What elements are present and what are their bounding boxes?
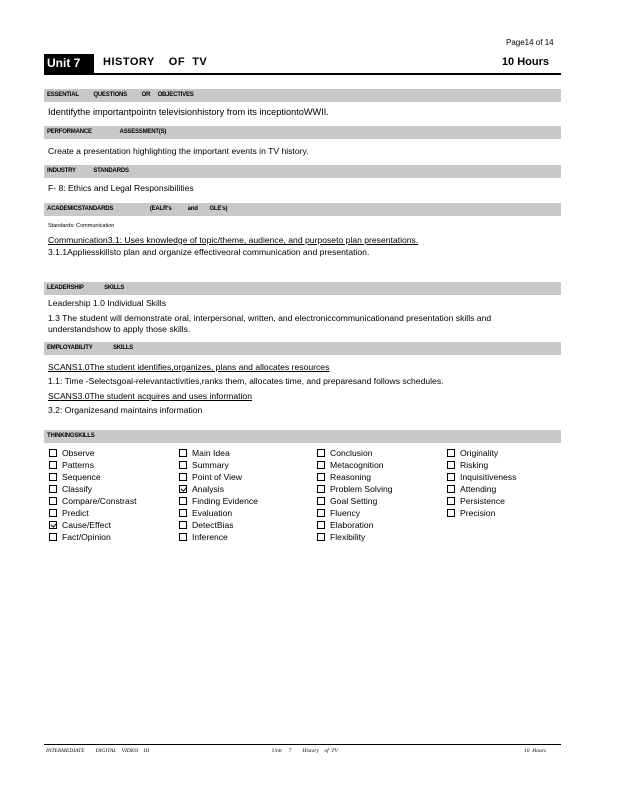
thinking-skill-item <box>49 447 137 459</box>
checkbox-icon[interactable] <box>447 461 455 469</box>
thinking-skill-label: Inference <box>192 532 228 542</box>
thinking-skill-item <box>447 507 516 519</box>
thinking-skill-label: Persistence <box>460 496 505 506</box>
thinking-skill-label: Elaboration <box>330 520 374 530</box>
checkbox-icon[interactable] <box>179 497 187 505</box>
thinking-skill-item <box>49 495 137 507</box>
thinking-skill-label: Fluency <box>330 508 361 518</box>
checkbox-icon[interactable] <box>447 473 455 481</box>
thinking-skill-label: DetectBias <box>192 520 234 530</box>
checkbox-icon[interactable] <box>179 473 187 481</box>
checkbox-icon[interactable] <box>179 533 187 541</box>
essential-questions-header: ESSENTIAL QUESTIONS OR OBJECTIVES <box>44 89 561 102</box>
checkbox-icon[interactable] <box>49 485 57 493</box>
thinking-skill-label: Cause/Effect <box>62 520 112 530</box>
thinking-skill-label: Summary <box>192 460 229 470</box>
thinking-skill-item <box>317 531 393 543</box>
thinking-skill-label: Evaluation <box>192 508 233 518</box>
thinking-skill-item <box>179 471 258 483</box>
checkbox-icon[interactable] <box>447 497 455 505</box>
checkbox-icon[interactable] <box>317 461 325 469</box>
checkbox-icon[interactable] <box>317 485 325 493</box>
thinking-skill-item <box>179 519 258 531</box>
thinking-skill-label: Metacognition <box>330 460 384 470</box>
thinking-skill-item <box>317 459 393 471</box>
checkbox-icon[interactable] <box>49 509 57 517</box>
thinking-skill-item <box>49 531 137 543</box>
thinking-skill-item <box>317 495 393 507</box>
checkbox-icon[interactable] <box>317 449 325 457</box>
thinking-skill-label: Observe <box>62 448 95 458</box>
industry-standards-header: INDUSTRY STANDARDS <box>44 165 561 178</box>
thinking-skill-label: Risking <box>460 460 489 470</box>
essential-questions-text: Identifythe importantpointn televisionhistory from its inceptiontoWWII. <box>48 107 329 117</box>
thinking-skill-label: Compare/Constrast <box>62 496 137 506</box>
thinking-skill-label: Point of View <box>192 472 243 482</box>
employability-scans1: SCANS1.0The student identifies,organizes, plans and allocates resources <box>48 362 330 372</box>
checkbox-icon[interactable] <box>49 449 57 457</box>
academic-standards-subheading: Standards: Communication <box>48 223 115 229</box>
thinking-skill-item <box>179 459 258 471</box>
unit-hours: 10 Hours <box>501 56 549 68</box>
thinking-skill-item <box>317 471 393 483</box>
thinking-skill-item <box>447 447 516 459</box>
performance-assessment-header: PERFORMANCE ASSESSMENT(S) <box>44 126 561 139</box>
thinking-skill-item <box>49 519 137 531</box>
thinking-skill-item <box>179 483 258 495</box>
thinking-skill-label: Problem Solving <box>330 484 393 494</box>
thinking-skill-label: Reasoning <box>330 472 372 482</box>
thinking-skill-item <box>49 483 137 495</box>
unit-label: Unit 7 <box>44 54 94 73</box>
thinking-skill-item <box>447 459 516 471</box>
thinking-skill-item <box>447 471 516 483</box>
checkbox-icon[interactable] <box>447 509 455 517</box>
thinking-skill-item <box>317 483 393 495</box>
thinking-skills-column-2 <box>179 447 258 543</box>
checkbox-icon[interactable] <box>317 509 325 517</box>
checkbox-icon[interactable] <box>317 497 325 505</box>
checkbox-icon[interactable] <box>49 497 57 505</box>
unit-title: HISTORY OF TV <box>103 56 208 68</box>
thinking-skills-column-1 <box>49 447 137 543</box>
thinking-skill-item <box>447 495 516 507</box>
thinking-skill-label: Conclusion <box>330 448 373 458</box>
checkbox-icon[interactable] <box>317 521 325 529</box>
thinking-skill-label: Originality <box>460 448 499 458</box>
checkbox-icon[interactable] <box>49 461 57 469</box>
thinking-skills-column-4 <box>447 447 516 519</box>
employability-skills-header: EMPLOYABILITY SKILLS <box>44 342 561 355</box>
thinking-skill-label: Sequence <box>62 472 101 482</box>
thinking-skill-label: Patterns <box>62 460 95 470</box>
thinking-skill-label: Inquisitiveness <box>460 472 517 482</box>
checkbox-icon[interactable] <box>447 485 455 493</box>
employability-scans3-detail: 3.2: Organizesand maintains information <box>48 405 203 415</box>
checkbox-icon[interactable] <box>179 461 187 469</box>
checkbox-icon[interactable] <box>179 509 187 517</box>
checkbox-checked-icon[interactable] <box>179 485 187 493</box>
thinking-skill-label: Attending <box>460 484 497 494</box>
checkbox-icon[interactable] <box>317 473 325 481</box>
unit-header <box>44 54 561 75</box>
performance-assessment-text: Create a presentation highlighting the important events in TV history. <box>48 146 309 156</box>
leadership-skills-header: LEADERSHIP SKILLS <box>44 282 561 295</box>
thinking-skill-item <box>49 459 137 471</box>
footer-hours: 10 Hours <box>524 748 547 754</box>
checkbox-icon[interactable] <box>447 449 455 457</box>
thinking-skill-item <box>317 519 393 531</box>
academic-standard-communication: Communication3.1: Uses knowledge of topic/theme, audience, and purposeto plan presentations. <box>48 235 419 245</box>
checkbox-icon[interactable] <box>179 521 187 529</box>
academic-standards-header: ACADEMICSTANDARDS (EALR's and GLE's) <box>44 203 561 216</box>
thinking-skills-header: THINKINGSKILLS <box>44 430 561 443</box>
thinking-skill-item <box>317 447 393 459</box>
footer-unit: Unit 7 History of TV <box>272 748 338 754</box>
thinking-skill-label: Main Idea <box>192 448 230 458</box>
thinking-skill-label: Goal Setting <box>330 496 378 506</box>
thinking-skill-item <box>49 471 137 483</box>
thinking-skill-item <box>179 447 258 459</box>
thinking-skill-label: Fact/Opinion <box>62 532 111 542</box>
thinking-skill-item <box>179 507 258 519</box>
checkbox-checked-icon[interactable] <box>49 521 57 529</box>
thinking-skill-label: Flexibility <box>330 532 366 542</box>
checkbox-icon[interactable] <box>317 533 325 541</box>
thinking-skills-column-3 <box>317 447 393 543</box>
thinking-skill-label: Analysis <box>192 484 224 494</box>
footer-course: INTERMEDIATE DIGITAL VIDEO III <box>46 748 150 754</box>
thinking-skill-item <box>447 483 516 495</box>
checkbox-icon[interactable] <box>179 449 187 457</box>
checkbox-icon[interactable] <box>49 533 57 541</box>
thinking-skill-label: Predict <box>62 508 89 518</box>
thinking-skill-item <box>317 507 393 519</box>
leadership-skill-title: Leadership 1.0 Individual Skills <box>48 298 166 308</box>
leadership-skill-detail: 1.3 The student will demonstrate oral, interpersonal, written, and electroniccommunicationand presentation skills and understandshow to apply those skills. <box>48 313 492 334</box>
employability-scans3: SCANS3.0The student acquires and uses information <box>48 391 252 401</box>
footer-divider <box>44 744 561 745</box>
checkbox-icon[interactable] <box>49 473 57 481</box>
industry-standards-text: F- 8: Ethics and Legal Responsibilities <box>48 183 194 193</box>
thinking-skill-label: Classify <box>62 484 93 494</box>
thinking-skill-label: Precision <box>460 508 496 518</box>
academic-standard-detail: 3.1.1Appliesskillsto plan and organize effectiveoral communication and presentation. <box>48 247 370 257</box>
thinking-skill-label: Finding Evidence <box>192 496 258 506</box>
thinking-skill-item <box>49 507 137 519</box>
employability-scans1-detail: 1.1: Time -Selectsgoal-relevantactivities,ranks them, allocates time, and preparesand follows schedules. <box>48 376 444 386</box>
thinking-skill-item <box>179 531 258 543</box>
thinking-skill-item <box>179 495 258 507</box>
page-number: Page14 of 14 <box>506 38 554 47</box>
